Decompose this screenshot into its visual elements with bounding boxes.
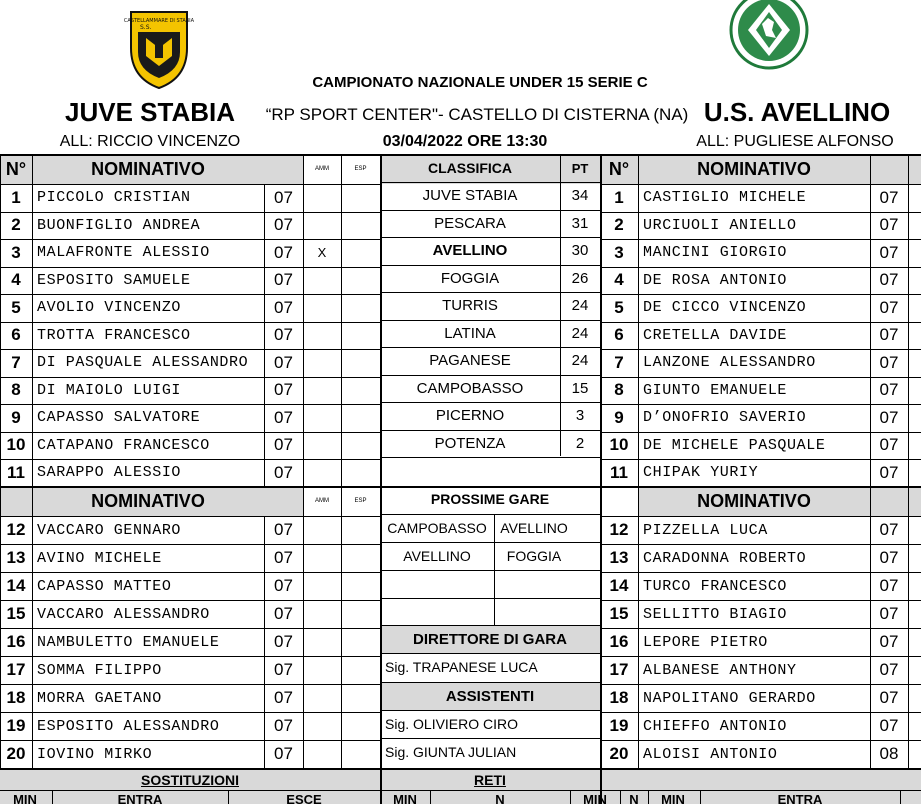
away-sub-number: 14	[609, 576, 629, 595]
venue: “RP SPORT CENTER"- CASTELLO DI CISTERNA (NA)	[265, 105, 689, 124]
home-player-name: DI PASQUALE ALESSANDRO	[37, 354, 249, 372]
home-player-amm	[303, 294, 341, 322]
home-sub-year: 07	[274, 604, 293, 623]
next-matches-title: PROSSIME GARE	[430, 491, 550, 507]
home-player-year: 07	[274, 435, 293, 455]
home-player-name: SARAPPO ALESSIO	[37, 464, 182, 482]
away-sub-year: 07	[879, 632, 899, 651]
away-player-number: 10	[609, 435, 629, 455]
away-sub-name: NAPOLITANO GERARDO	[643, 689, 816, 707]
away-sub-number: 19	[609, 716, 629, 735]
match-datetime: 03/04/2022 ORE 13:30	[382, 133, 548, 150]
away-player-year: 07	[879, 187, 899, 207]
standings-team: FOGGIA	[440, 269, 500, 287]
away-sub-number: 15	[609, 604, 629, 623]
grid-vline	[900, 790, 901, 804]
away-subs-col-name: NOMINATIVO	[697, 490, 811, 511]
home-sub-name: VACCARO GENNARO	[37, 521, 182, 539]
standings-team: PAGANESE	[429, 352, 511, 370]
standings-points: 31	[571, 214, 589, 232]
away-col-no: N°	[608, 158, 630, 179]
home-sub-number: 15	[6, 604, 26, 623]
home-sub-name: ESPOSITO ALESSANDRO	[37, 717, 220, 735]
home-subs-col-esp: ESP	[354, 498, 367, 504]
away-player-number: 6	[614, 325, 624, 345]
home-player-number: 7	[11, 352, 21, 372]
away-col-name: NOMINATIVO	[697, 158, 811, 179]
away-player-year: 07	[879, 270, 899, 290]
standings-points: 24	[571, 352, 589, 370]
assistants-title: ASSISTENTI	[445, 687, 535, 705]
next-match-2-home: AVELLINO	[403, 548, 471, 564]
referee-title: DIRETTORE DI GARA	[413, 630, 567, 648]
away-player-name: MANCINI GIORGIO	[643, 244, 788, 262]
home-col-no: N°	[5, 158, 27, 179]
grid-vline	[341, 154, 342, 768]
standings-team: AVELLINO	[432, 242, 508, 260]
referee-name: Sig. TRAPANESE LUCA	[385, 659, 538, 675]
home-sub-year: 07	[274, 576, 293, 595]
away-player-name: DE MICHELE PASQUALE	[643, 436, 826, 454]
home-player-number: 5	[11, 297, 21, 317]
away-player-number: 5	[614, 297, 624, 317]
away-coach: ALL: PUGLIESE ALFONSO	[696, 133, 894, 150]
home-sub-name: AVINO MICHELE	[37, 549, 162, 567]
home-player-number: 10	[6, 435, 26, 455]
home-player-year: 07	[274, 380, 293, 400]
home-team-title: JUVE STABIA	[65, 96, 235, 127]
away-sub-name: PIZZELLA LUCA	[643, 521, 768, 539]
away-sub-name: CARADONNA ROBERTO	[643, 549, 807, 567]
goal-col-n: N	[495, 791, 505, 807]
away-sub-year: 07	[879, 576, 899, 595]
away-player-name: DE CICCO VINCENZO	[643, 299, 807, 317]
away-sub-year: 07	[879, 688, 899, 707]
standings-team: PICERNO	[435, 407, 505, 425]
home-sub-year: 07	[274, 520, 293, 539]
away-player-name: D’ONOFRIO SAVERIO	[643, 409, 807, 427]
away-player-year: 07	[879, 352, 899, 372]
grid-hline	[380, 598, 600, 599]
home-player-amm	[303, 432, 341, 460]
home-sub-year: 07	[274, 688, 293, 707]
away-sub-number: 13	[609, 548, 629, 567]
championship-title: CAMPIONATO NAZIONALE UNDER 15 SERIE C	[312, 73, 648, 91]
away-sub-number: 18	[609, 688, 629, 707]
home-sub-name: VACCARO ALESSANDRO	[37, 605, 210, 623]
away-player-year: 07	[879, 215, 899, 235]
away-player-name: CHIPAK YURIY	[643, 464, 759, 482]
home-sub-name: NAMBULETTO EMANUELE	[37, 633, 220, 651]
home-coach: ALL: RICCIO VINCENZO	[59, 133, 241, 150]
away-sub-number: 20	[609, 744, 629, 763]
away-sub-year: 07	[879, 604, 899, 623]
away-player-year: 07	[879, 242, 899, 262]
home-player-name: PICCOLO CRISTIAN	[37, 189, 191, 207]
home-subs-col-amm: AMM	[315, 498, 329, 504]
home-sub-year: 07	[274, 660, 293, 679]
home-player-name: MALAFRONTE ALESSIO	[37, 244, 210, 262]
away-sub-name: LEPORE PIETRO	[643, 633, 768, 651]
standings-points: 30	[571, 242, 589, 260]
home-player-amm	[303, 404, 341, 432]
home-player-year: 07	[274, 407, 293, 427]
home-player-number: 4	[11, 270, 21, 290]
away-sub-number: 17	[609, 660, 629, 679]
home-col-esp: ESP	[354, 166, 367, 172]
next-match-1-home: CAMPOBASSO	[387, 520, 487, 536]
home-col-amm: AMM	[315, 166, 329, 172]
home-player-name: AVOLIO VINCENZO	[37, 299, 182, 317]
avellino-logo	[728, 0, 810, 68]
home-player-amm	[303, 267, 341, 295]
home-player-number: 9	[11, 407, 21, 427]
standings-team: JUVE STABIA	[422, 187, 518, 205]
away-player-name: CRETELLA DAVIDE	[643, 326, 788, 344]
grid-hline	[380, 570, 600, 571]
svg-text:S.S.: S.S.	[140, 24, 152, 31]
assistant-2: Sig. GIUNTA JULIAN	[385, 744, 517, 760]
goal-col-n-2: N	[629, 791, 639, 807]
home-player-name: CAPASSO SALVATORE	[37, 409, 201, 427]
home-sub-number: 13	[6, 548, 26, 567]
away-sub-name: CHIEFFO ANTONIO	[643, 717, 788, 735]
away-player-year: 07	[879, 462, 899, 482]
away-player-number: 4	[614, 270, 624, 290]
home-player-amm: X	[317, 245, 327, 261]
home-sub-name: MORRA GAETANO	[37, 689, 162, 707]
away-sub-name: ALBANESE ANTHONY	[643, 661, 797, 679]
away-player-number: 3	[614, 242, 624, 262]
home-player-number: 6	[11, 325, 21, 345]
goals-title: RETI	[474, 772, 506, 788]
away-player-number: 2	[614, 215, 624, 235]
home-sub-name: CAPASSO MATTEO	[37, 577, 172, 595]
standings-points: 15	[571, 379, 589, 397]
standings-team: PESCARA	[434, 214, 506, 232]
sub-col-min: MIN	[13, 791, 37, 807]
home-player-name: CATAPANO FRANCESCO	[37, 436, 210, 454]
away-player-year: 07	[879, 435, 899, 455]
home-player-number: 1	[11, 187, 21, 207]
svg-text:CASTELLAMMARE DI STABIA: CASTELLAMMARE DI STABIA	[123, 18, 195, 24]
home-sub-year: 07	[274, 744, 293, 763]
away-sub-number: 12	[609, 520, 629, 539]
home-player-amm	[303, 212, 341, 240]
goal-col-min-2: MIN	[583, 791, 607, 807]
away-team-title: U.S. AVELLINO	[703, 96, 891, 127]
standings-points: 2	[575, 434, 585, 452]
home-player-year: 07	[274, 325, 293, 345]
standings-team: TURRIS	[442, 297, 498, 315]
away-sub-year: 07	[879, 660, 899, 679]
home-player-name: DI MAIOLO LUIGI	[37, 381, 182, 399]
away-player-number: 7	[614, 352, 624, 372]
home-player-name: BUONFIGLIO ANDREA	[37, 216, 201, 234]
home-col-name: NOMINATIVO	[91, 158, 205, 179]
home-player-number: 11	[7, 462, 25, 482]
away-player-name: GIUNTO EMANUELE	[643, 381, 788, 399]
home-sub-year: 07	[274, 632, 293, 651]
home-sub-number: 17	[6, 660, 26, 679]
assistant-1: Sig. OLIVIERO CIRO	[385, 716, 519, 732]
home-player-number: 8	[11, 380, 21, 400]
home-player-amm	[303, 184, 341, 212]
away-sub-name: ALOISI ANTONIO	[643, 745, 778, 763]
away-sub-year: 08	[879, 744, 899, 763]
home-sub-number: 14	[6, 576, 26, 595]
home-sub-name: IOVINO MIRKO	[37, 745, 153, 763]
sub-col-entra: ENTRA	[117, 791, 163, 807]
home-player-year: 07	[274, 462, 293, 482]
away-player-number: 8	[614, 380, 624, 400]
away-sub-year: 07	[879, 716, 899, 735]
away-player-year: 07	[879, 407, 899, 427]
home-player-name: ESPOSITO SAMUELE	[37, 271, 191, 289]
standings-team: POTENZA	[434, 434, 506, 452]
home-player-year: 07	[274, 187, 293, 207]
home-sub-name: SOMMA FILIPPO	[37, 661, 162, 679]
home-player-number: 2	[11, 215, 21, 235]
juve-stabia-logo	[123, 8, 195, 90]
away-player-number: 1	[614, 187, 624, 207]
home-player-year: 07	[274, 242, 293, 262]
away-sub-year: 07	[879, 520, 899, 539]
substitutions-title: SOSTITUZIONI	[141, 772, 239, 788]
next-match-1-away: AVELLINO	[500, 520, 568, 536]
away-player-name: DE ROSA ANTONIO	[643, 271, 788, 289]
home-player-amm	[303, 322, 341, 350]
goal-col-min: MIN	[393, 791, 417, 807]
away-sub-name: TURCO FRANCESCO	[643, 577, 788, 595]
home-sub-year: 07	[274, 716, 293, 735]
away-player-year: 07	[879, 380, 899, 400]
home-sub-number: 20	[6, 744, 26, 763]
home-player-year: 07	[274, 297, 293, 317]
away-player-number: 11	[610, 462, 628, 482]
away-sub-col-min: MIN	[661, 791, 685, 807]
home-player-amm	[303, 377, 341, 405]
home-player-year: 07	[274, 215, 293, 235]
standings-points: 3	[575, 407, 585, 425]
home-sub-number: 12	[6, 520, 26, 539]
home-sub-number: 16	[6, 632, 26, 651]
standings-team: CAMPOBASSO	[416, 379, 524, 397]
standings-points: 24	[571, 297, 589, 315]
home-sub-year: 07	[274, 548, 293, 567]
standings-points: 26	[571, 269, 589, 287]
standings-points: 34	[571, 187, 589, 205]
grid-hline	[380, 457, 600, 458]
away-player-number: 9	[614, 407, 624, 427]
grid-vline	[908, 154, 909, 768]
next-match-2-away: FOGGIA	[506, 548, 562, 564]
away-player-year: 07	[879, 297, 899, 317]
sub-col-esce: ESCE	[286, 791, 322, 807]
home-player-name: TROTTA FRANCESCO	[37, 326, 191, 344]
home-player-amm	[303, 459, 341, 487]
home-sub-number: 18	[6, 688, 26, 707]
standings-team: LATINA	[444, 324, 496, 342]
away-player-name: LANZONE ALESSANDRO	[643, 354, 816, 372]
away-player-name: URCIUOLI ANIELLO	[643, 216, 797, 234]
away-sub-col-entra: ENTRA	[777, 791, 823, 807]
away-sub-number: 16	[609, 632, 629, 651]
home-player-year: 07	[274, 352, 293, 372]
away-sub-name: SELLITTO BIAGIO	[643, 605, 788, 623]
home-player-amm	[303, 349, 341, 377]
away-player-name: CASTIGLIO MICHELE	[643, 189, 807, 207]
home-subs-col-name: NOMINATIVO	[91, 490, 205, 511]
away-player-year: 07	[879, 325, 899, 345]
home-player-year: 07	[274, 270, 293, 290]
home-sub-number: 19	[6, 716, 26, 735]
standings-col-team: CLASSIFICA	[428, 160, 512, 176]
standings-col-pt: PT	[571, 160, 589, 176]
away-sub-year: 07	[879, 548, 899, 567]
home-player-number: 3	[11, 242, 21, 262]
standings-points: 24	[571, 324, 589, 342]
